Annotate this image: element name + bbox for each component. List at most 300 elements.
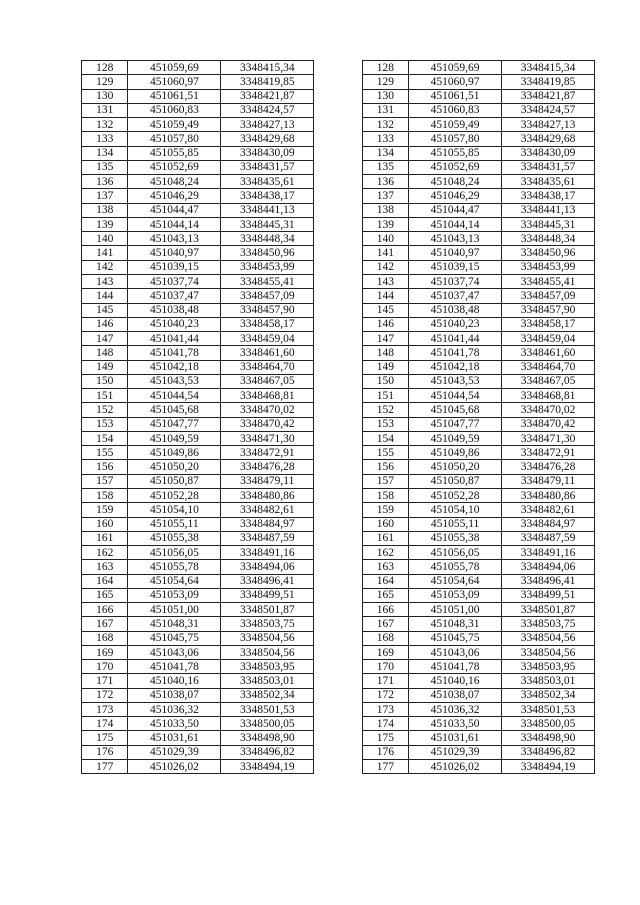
right-x-coordinate-cell: 451043,53: [409, 374, 502, 388]
table-row: [82, 132, 595, 146]
table-row: [82, 417, 595, 431]
left-x-coordinate-cell: 451040,23: [128, 317, 221, 331]
table-row: [82, 760, 595, 774]
right-y-coordinate-cell: 3348459,04: [502, 332, 595, 346]
left-x-coordinate-cell: 451047,77: [128, 417, 221, 431]
left-y-coordinate-cell: 3348459,04: [221, 332, 314, 346]
table-row: [82, 474, 595, 488]
left-point-number-cell: 158: [82, 488, 128, 502]
right-y-coordinate-cell: 3348476,28: [502, 460, 595, 474]
column-gap: [314, 745, 362, 759]
left-y-coordinate-cell: 3348491,16: [221, 546, 314, 560]
left-y-coordinate-cell: 3348457,90: [221, 303, 314, 317]
right-point-number-cell: 135: [362, 160, 408, 174]
table-row: [82, 688, 595, 702]
right-x-coordinate-cell: 451036,32: [409, 702, 502, 716]
left-y-coordinate-cell: 3348445,31: [221, 217, 314, 231]
column-gap: [314, 118, 362, 132]
right-y-coordinate-cell: 3348470,42: [502, 417, 595, 431]
right-x-coordinate-cell: 451043,13: [409, 232, 502, 246]
right-x-coordinate-cell: 451048,24: [409, 175, 502, 189]
right-point-number-cell: 176: [362, 745, 408, 759]
column-gap: [314, 717, 362, 731]
left-point-number-cell: 149: [82, 360, 128, 374]
right-x-coordinate-cell: 451055,85: [409, 146, 502, 160]
right-point-number-cell: 156: [362, 460, 408, 474]
column-gap: [314, 317, 362, 331]
right-x-coordinate-cell: 451040,16: [409, 674, 502, 688]
left-point-number-cell: 146: [82, 317, 128, 331]
table-row: [82, 503, 595, 517]
column-gap: [314, 760, 362, 774]
left-y-coordinate-cell: 3348499,51: [221, 588, 314, 602]
left-x-coordinate-cell: 451055,38: [128, 531, 221, 545]
right-y-coordinate-cell: 3348421,87: [502, 89, 595, 103]
left-y-coordinate-cell: 3348424,57: [221, 103, 314, 117]
right-y-coordinate-cell: 3348503,01: [502, 674, 595, 688]
left-x-coordinate-cell: 451054,10: [128, 503, 221, 517]
left-x-coordinate-cell: 451043,53: [128, 374, 221, 388]
left-x-coordinate-cell: 451060,83: [128, 103, 221, 117]
right-y-coordinate-cell: 3348494,06: [502, 560, 595, 574]
right-point-number-cell: 139: [362, 217, 408, 231]
left-y-coordinate-cell: 3348438,17: [221, 189, 314, 203]
left-x-coordinate-cell: 451044,54: [128, 389, 221, 403]
left-point-number-cell: 172: [82, 688, 128, 702]
table-row: [82, 446, 595, 460]
right-point-number-cell: 143: [362, 274, 408, 288]
left-x-coordinate-cell: 451048,31: [128, 617, 221, 631]
right-x-coordinate-cell: 451049,86: [409, 446, 502, 460]
column-gap: [314, 103, 362, 117]
column-gap: [314, 189, 362, 203]
left-y-coordinate-cell: 3348427,13: [221, 118, 314, 132]
right-x-coordinate-cell: 451031,61: [409, 731, 502, 745]
coordinate-table-body: [82, 61, 595, 774]
right-x-coordinate-cell: 451054,10: [409, 503, 502, 517]
column-gap: [314, 446, 362, 460]
right-point-number-cell: 152: [362, 403, 408, 417]
right-y-coordinate-cell: 3348482,61: [502, 503, 595, 517]
left-y-coordinate-cell: 3348501,87: [221, 603, 314, 617]
right-y-coordinate-cell: 3348458,17: [502, 317, 595, 331]
left-x-coordinate-cell: 451057,80: [128, 132, 221, 146]
right-point-number-cell: 151: [362, 389, 408, 403]
right-y-coordinate-cell: 3348498,90: [502, 731, 595, 745]
right-x-coordinate-cell: 451045,75: [409, 631, 502, 645]
left-x-coordinate-cell: 451059,69: [128, 61, 221, 75]
left-y-coordinate-cell: 3348472,91: [221, 446, 314, 460]
table-row: [82, 488, 595, 502]
left-point-number-cell: 153: [82, 417, 128, 431]
left-y-coordinate-cell: 3348476,28: [221, 460, 314, 474]
right-x-coordinate-cell: 451033,50: [409, 717, 502, 731]
table-row: [82, 717, 595, 731]
left-y-coordinate-cell: 3348471,30: [221, 431, 314, 445]
left-x-coordinate-cell: 451051,00: [128, 603, 221, 617]
left-point-number-cell: 156: [82, 460, 128, 474]
column-gap: [314, 431, 362, 445]
right-point-number-cell: 133: [362, 132, 408, 146]
right-x-coordinate-cell: 451044,47: [409, 203, 502, 217]
left-y-coordinate-cell: 3348482,61: [221, 503, 314, 517]
left-x-coordinate-cell: 451059,49: [128, 118, 221, 132]
right-point-number-cell: 148: [362, 346, 408, 360]
left-x-coordinate-cell: 451053,09: [128, 588, 221, 602]
left-y-coordinate-cell: 3348458,17: [221, 317, 314, 331]
left-point-number-cell: 135: [82, 160, 128, 174]
left-point-number-cell: 137: [82, 189, 128, 203]
right-y-coordinate-cell: 3348457,09: [502, 289, 595, 303]
right-x-coordinate-cell: 451059,49: [409, 118, 502, 132]
left-y-coordinate-cell: 3348431,57: [221, 160, 314, 174]
left-point-number-cell: 162: [82, 546, 128, 560]
left-point-number-cell: 161: [82, 531, 128, 545]
table-row: [82, 645, 595, 659]
left-point-number-cell: 139: [82, 217, 128, 231]
column-gap: [314, 731, 362, 745]
left-point-number-cell: 163: [82, 560, 128, 574]
left-x-coordinate-cell: 451045,68: [128, 403, 221, 417]
left-y-coordinate-cell: 3348504,56: [221, 631, 314, 645]
left-x-coordinate-cell: 451055,11: [128, 517, 221, 531]
right-y-coordinate-cell: 3348500,05: [502, 717, 595, 731]
left-x-coordinate-cell: 451037,74: [128, 274, 221, 288]
left-x-coordinate-cell: 451037,47: [128, 289, 221, 303]
table-row: [82, 588, 595, 602]
right-point-number-cell: 129: [362, 75, 408, 89]
left-point-number-cell: 175: [82, 731, 128, 745]
right-y-coordinate-cell: 3348491,16: [502, 546, 595, 560]
column-gap: [314, 246, 362, 260]
left-y-coordinate-cell: 3348415,34: [221, 61, 314, 75]
table-row: [82, 61, 595, 75]
column-gap: [314, 203, 362, 217]
table-row: [82, 546, 595, 560]
table-row: [82, 389, 595, 403]
left-point-number-cell: 168: [82, 631, 128, 645]
right-y-coordinate-cell: 3348496,41: [502, 574, 595, 588]
right-point-number-cell: 146: [362, 317, 408, 331]
right-point-number-cell: 138: [362, 203, 408, 217]
right-y-coordinate-cell: 3348504,56: [502, 631, 595, 645]
right-x-coordinate-cell: 451060,83: [409, 103, 502, 117]
left-x-coordinate-cell: 451031,61: [128, 731, 221, 745]
column-gap: [314, 374, 362, 388]
right-x-coordinate-cell: 451061,51: [409, 89, 502, 103]
column-gap: [314, 89, 362, 103]
right-x-coordinate-cell: 451029,39: [409, 745, 502, 759]
left-x-coordinate-cell: 451042,18: [128, 360, 221, 374]
right-y-coordinate-cell: 3348429,68: [502, 132, 595, 146]
right-x-coordinate-cell: 451059,69: [409, 61, 502, 75]
left-point-number-cell: 133: [82, 132, 128, 146]
right-y-coordinate-cell: 3348502,34: [502, 688, 595, 702]
left-point-number-cell: 150: [82, 374, 128, 388]
right-y-coordinate-cell: 3348431,57: [502, 160, 595, 174]
right-y-coordinate-cell: 3348470,02: [502, 403, 595, 417]
left-point-number-cell: 173: [82, 702, 128, 716]
right-x-coordinate-cell: 451047,77: [409, 417, 502, 431]
left-point-number-cell: 171: [82, 674, 128, 688]
table-row: [82, 702, 595, 716]
right-point-number-cell: 145: [362, 303, 408, 317]
left-point-number-cell: 132: [82, 118, 128, 132]
left-y-coordinate-cell: 3348429,68: [221, 132, 314, 146]
right-y-coordinate-cell: 3348415,34: [502, 61, 595, 75]
left-y-coordinate-cell: 3348503,95: [221, 660, 314, 674]
column-gap: [314, 560, 362, 574]
right-x-coordinate-cell: 451050,20: [409, 460, 502, 474]
left-y-coordinate-cell: 3348500,05: [221, 717, 314, 731]
left-point-number-cell: 159: [82, 503, 128, 517]
column-gap: [314, 588, 362, 602]
right-x-coordinate-cell: 451040,23: [409, 317, 502, 331]
column-gap: [314, 488, 362, 502]
column-gap: [314, 617, 362, 631]
right-x-coordinate-cell: 451026,02: [409, 760, 502, 774]
left-y-coordinate-cell: 3348421,87: [221, 89, 314, 103]
left-y-coordinate-cell: 3348487,59: [221, 531, 314, 545]
left-point-number-cell: 128: [82, 61, 128, 75]
left-point-number-cell: 143: [82, 274, 128, 288]
left-point-number-cell: 165: [82, 588, 128, 602]
left-point-number-cell: 141: [82, 246, 128, 260]
right-point-number-cell: 137: [362, 189, 408, 203]
right-x-coordinate-cell: 451055,11: [409, 517, 502, 531]
left-point-number-cell: 166: [82, 603, 128, 617]
right-x-coordinate-cell: 451052,28: [409, 488, 502, 502]
left-y-coordinate-cell: 3348468,81: [221, 389, 314, 403]
right-y-coordinate-cell: 3348487,59: [502, 531, 595, 545]
left-x-coordinate-cell: 451046,29: [128, 189, 221, 203]
left-x-coordinate-cell: 451056,05: [128, 546, 221, 560]
table-row: [82, 246, 595, 260]
column-gap: [314, 332, 362, 346]
right-x-coordinate-cell: 451054,64: [409, 574, 502, 588]
right-x-coordinate-cell: 451042,18: [409, 360, 502, 374]
right-y-coordinate-cell: 3348455,41: [502, 274, 595, 288]
right-y-coordinate-cell: 3348503,95: [502, 660, 595, 674]
left-y-coordinate-cell: 3348467,05: [221, 374, 314, 388]
table-row: [82, 374, 595, 388]
table-row: [82, 603, 595, 617]
left-x-coordinate-cell: 451041,44: [128, 332, 221, 346]
column-gap: [314, 175, 362, 189]
right-point-number-cell: 173: [362, 702, 408, 716]
right-point-number-cell: 157: [362, 474, 408, 488]
right-point-number-cell: 153: [362, 417, 408, 431]
column-gap: [314, 346, 362, 360]
right-x-coordinate-cell: 451038,48: [409, 303, 502, 317]
right-y-coordinate-cell: 3348453,99: [502, 260, 595, 274]
column-gap: [314, 517, 362, 531]
left-point-number-cell: 129: [82, 75, 128, 89]
left-x-coordinate-cell: 451052,28: [128, 488, 221, 502]
left-y-coordinate-cell: 3348470,42: [221, 417, 314, 431]
column-gap: [314, 546, 362, 560]
column-gap: [314, 674, 362, 688]
right-point-number-cell: 171: [362, 674, 408, 688]
right-point-number-cell: 161: [362, 531, 408, 545]
column-gap: [314, 75, 362, 89]
right-point-number-cell: 128: [362, 61, 408, 75]
right-y-coordinate-cell: 3348467,05: [502, 374, 595, 388]
right-x-coordinate-cell: 451057,80: [409, 132, 502, 146]
left-x-coordinate-cell: 451041,78: [128, 660, 221, 674]
right-x-coordinate-cell: 451045,68: [409, 403, 502, 417]
right-point-number-cell: 144: [362, 289, 408, 303]
column-gap: [314, 417, 362, 431]
left-y-coordinate-cell: 3348502,34: [221, 688, 314, 702]
right-point-number-cell: 132: [362, 118, 408, 132]
table-row: [82, 460, 595, 474]
right-x-coordinate-cell: 451048,31: [409, 617, 502, 631]
right-x-coordinate-cell: 451040,97: [409, 246, 502, 260]
right-point-number-cell: 165: [362, 588, 408, 602]
right-y-coordinate-cell: 3348427,13: [502, 118, 595, 132]
column-gap: [314, 160, 362, 174]
right-y-coordinate-cell: 3348480,86: [502, 488, 595, 502]
column-gap: [314, 460, 362, 474]
left-x-coordinate-cell: 451044,47: [128, 203, 221, 217]
left-point-number-cell: 151: [82, 389, 128, 403]
right-y-coordinate-cell: 3348438,17: [502, 189, 595, 203]
left-x-coordinate-cell: 451055,78: [128, 560, 221, 574]
right-point-number-cell: 160: [362, 517, 408, 531]
left-x-coordinate-cell: 451026,02: [128, 760, 221, 774]
left-y-coordinate-cell: 3348503,75: [221, 617, 314, 631]
right-y-coordinate-cell: 3348484,97: [502, 517, 595, 531]
right-point-number-cell: 168: [362, 631, 408, 645]
right-x-coordinate-cell: 451037,47: [409, 289, 502, 303]
right-x-coordinate-cell: 451039,15: [409, 260, 502, 274]
column-gap: [314, 645, 362, 659]
right-y-coordinate-cell: 3348441,13: [502, 203, 595, 217]
right-y-coordinate-cell: 3348448,34: [502, 232, 595, 246]
right-y-coordinate-cell: 3348499,51: [502, 588, 595, 602]
left-x-coordinate-cell: 451038,48: [128, 303, 221, 317]
column-gap: [314, 702, 362, 716]
left-x-coordinate-cell: 451043,06: [128, 645, 221, 659]
right-point-number-cell: 167: [362, 617, 408, 631]
table-row: [82, 260, 595, 274]
table-row: [82, 217, 595, 231]
left-x-coordinate-cell: 451036,32: [128, 702, 221, 716]
left-y-coordinate-cell: 3348496,41: [221, 574, 314, 588]
table-row: [82, 175, 595, 189]
right-y-coordinate-cell: 3348419,85: [502, 75, 595, 89]
left-y-coordinate-cell: 3348494,19: [221, 760, 314, 774]
right-point-number-cell: 163: [362, 560, 408, 574]
right-x-coordinate-cell: 451060,97: [409, 75, 502, 89]
column-gap: [314, 274, 362, 288]
right-point-number-cell: 136: [362, 175, 408, 189]
left-y-coordinate-cell: 3348455,41: [221, 274, 314, 288]
right-y-coordinate-cell: 3348430,09: [502, 146, 595, 160]
table-row: [82, 118, 595, 132]
left-x-coordinate-cell: 451029,39: [128, 745, 221, 759]
right-x-coordinate-cell: 451052,69: [409, 160, 502, 174]
left-x-coordinate-cell: 451045,75: [128, 631, 221, 645]
left-point-number-cell: 157: [82, 474, 128, 488]
left-x-coordinate-cell: 451060,97: [128, 75, 221, 89]
left-y-coordinate-cell: 3348504,56: [221, 645, 314, 659]
right-point-number-cell: 159: [362, 503, 408, 517]
right-x-coordinate-cell: 451053,09: [409, 588, 502, 602]
right-y-coordinate-cell: 3348504,56: [502, 645, 595, 659]
right-x-coordinate-cell: 451055,38: [409, 531, 502, 545]
column-gap: [314, 503, 362, 517]
left-point-number-cell: 174: [82, 717, 128, 731]
table-row: [82, 289, 595, 303]
column-gap: [314, 631, 362, 645]
left-y-coordinate-cell: 3348479,11: [221, 474, 314, 488]
left-y-coordinate-cell: 3348453,99: [221, 260, 314, 274]
right-y-coordinate-cell: 3348496,82: [502, 745, 595, 759]
left-y-coordinate-cell: 3348430,09: [221, 146, 314, 160]
table-row: [82, 631, 595, 645]
left-x-coordinate-cell: 451033,50: [128, 717, 221, 731]
right-x-coordinate-cell: 451044,14: [409, 217, 502, 231]
left-y-coordinate-cell: 3348494,06: [221, 560, 314, 574]
column-gap: [314, 61, 362, 75]
left-y-coordinate-cell: 3348501,53: [221, 702, 314, 716]
right-point-number-cell: 175: [362, 731, 408, 745]
left-y-coordinate-cell: 3348450,96: [221, 246, 314, 260]
column-gap: [314, 603, 362, 617]
table-row: [82, 431, 595, 445]
right-y-coordinate-cell: 3348445,31: [502, 217, 595, 231]
right-point-number-cell: 134: [362, 146, 408, 160]
left-x-coordinate-cell: 451049,86: [128, 446, 221, 460]
left-point-number-cell: 130: [82, 89, 128, 103]
left-x-coordinate-cell: 451050,87: [128, 474, 221, 488]
left-point-number-cell: 136: [82, 175, 128, 189]
table-row: [82, 89, 595, 103]
table-row: [82, 617, 595, 631]
right-point-number-cell: 170: [362, 660, 408, 674]
table-row: [82, 674, 595, 688]
table-row: [82, 232, 595, 246]
left-x-coordinate-cell: 451038,07: [128, 688, 221, 702]
column-gap: [314, 403, 362, 417]
left-point-number-cell: 131: [82, 103, 128, 117]
left-y-coordinate-cell: 3348419,85: [221, 75, 314, 89]
table-row: [82, 660, 595, 674]
right-point-number-cell: 177: [362, 760, 408, 774]
right-x-coordinate-cell: 451043,06: [409, 645, 502, 659]
column-gap: [314, 688, 362, 702]
right-y-coordinate-cell: 3348471,30: [502, 431, 595, 445]
left-point-number-cell: 169: [82, 645, 128, 659]
right-point-number-cell: 162: [362, 546, 408, 560]
left-y-coordinate-cell: 3348457,09: [221, 289, 314, 303]
left-point-number-cell: 164: [82, 574, 128, 588]
left-point-number-cell: 170: [82, 660, 128, 674]
right-y-coordinate-cell: 3348494,19: [502, 760, 595, 774]
right-y-coordinate-cell: 3348450,96: [502, 246, 595, 260]
left-y-coordinate-cell: 3348480,86: [221, 488, 314, 502]
column-gap: [314, 360, 362, 374]
table-row: [82, 403, 595, 417]
right-point-number-cell: 131: [362, 103, 408, 117]
right-point-number-cell: 149: [362, 360, 408, 374]
right-y-coordinate-cell: 3348472,91: [502, 446, 595, 460]
left-point-number-cell: 142: [82, 260, 128, 274]
right-x-coordinate-cell: 451049,59: [409, 431, 502, 445]
right-x-coordinate-cell: 451041,44: [409, 332, 502, 346]
